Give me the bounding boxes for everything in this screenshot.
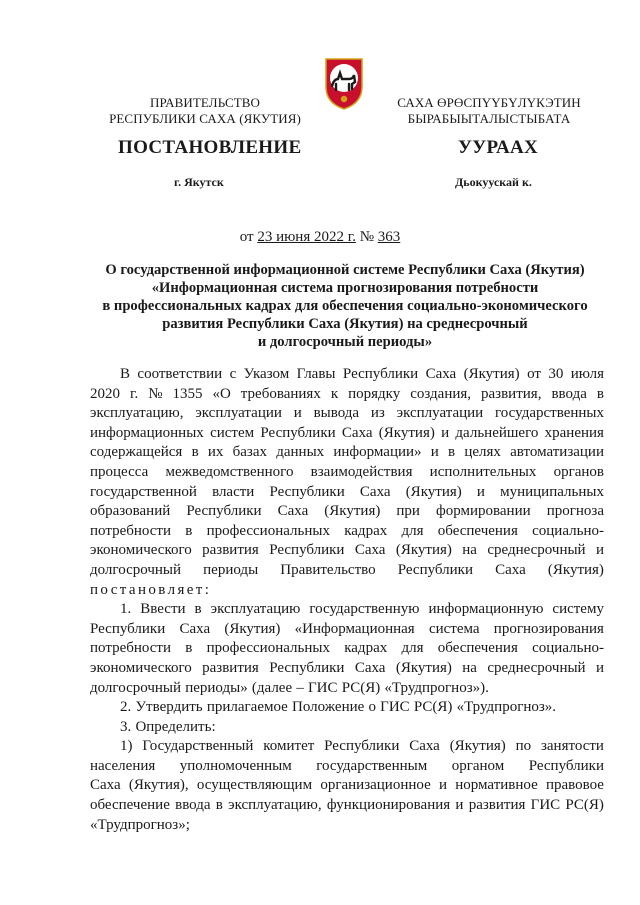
body-word: Республики: [397, 561, 473, 578]
body-word: Саха: [495, 561, 526, 578]
government-name-line: БЫРАБЫЫТАЛЫСТЫБАТА: [407, 111, 571, 126]
document-type-sakha: УУРААХ: [458, 137, 539, 158]
body-word: и: [430, 444, 439, 461]
document-number: 363: [377, 229, 401, 245]
body-word: на: [462, 659, 477, 676]
body-word: формировании: [436, 503, 531, 520]
government-name-russian: [95, 95, 315, 127]
body-word: данных: [276, 444, 325, 461]
body-word: и: [595, 659, 604, 676]
body-word: Республики: [528, 757, 604, 774]
body-word: в: [191, 444, 199, 461]
body-word: Ввести: [140, 601, 186, 618]
body-word: ввода: [551, 385, 587, 402]
coat-of-arms-emblem: [322, 57, 366, 111]
body-word: Положение: [292, 699, 365, 716]
body-word: 2020: [90, 385, 120, 402]
body-word: организационное: [320, 777, 431, 794]
body-word: РС(Я): [341, 679, 381, 696]
body-word: постановляет:: [90, 581, 212, 598]
body-word: правовое: [545, 777, 604, 794]
body-word: Государственный: [142, 738, 254, 755]
body-line: [90, 776, 604, 796]
body-word: при: [396, 503, 420, 520]
body-word: РС(Я): [413, 699, 453, 716]
body-word: 1355: [172, 385, 203, 402]
body-word: Республики: [269, 542, 345, 559]
body-line: [90, 502, 604, 522]
body-word: обеспечения: [437, 522, 518, 539]
body-word: вывода: [313, 405, 360, 422]
body-word: населения: [90, 757, 156, 774]
body-word: взаимодействия: [310, 463, 413, 480]
body-word: информационную: [428, 601, 544, 618]
title-line: О государственной информационной системе Республики Саха (Якутия): [105, 262, 585, 278]
body-word: в: [185, 522, 193, 539]
body-line: [90, 365, 604, 385]
body-word: (Якутия),: [128, 777, 189, 794]
body-word: (Якутия): [449, 738, 506, 755]
body-line: [90, 443, 604, 463]
body-word: нормативное: [455, 777, 538, 794]
body-word: эксплуатации: [396, 405, 484, 422]
body-word: ввода: [175, 797, 211, 814]
body-word: потребности: [90, 522, 171, 539]
body-word: с: [229, 366, 237, 382]
body-line: [90, 541, 604, 561]
body-word: Республики: [90, 620, 166, 637]
body-word: «Трудпрогноз»;: [90, 816, 190, 833]
body-word: Саха: [179, 620, 211, 637]
body-word: власти: [212, 483, 255, 500]
body-word: соответствии: [137, 366, 223, 382]
title-line: развития Республики Саха (Якутия) на среднесрочный: [162, 316, 528, 332]
body-word: (Якутия): [324, 503, 381, 520]
body-word: прогноза: [546, 503, 604, 520]
body-word: (Якутия): [378, 424, 435, 441]
body-word: (Якутия): [395, 659, 452, 676]
body-line: [90, 639, 604, 659]
document-body: [90, 365, 604, 835]
body-word: система: [428, 620, 480, 637]
body-word: В: [120, 366, 131, 382]
body-word: межведомственного: [165, 463, 294, 480]
body-word: Республики: [269, 483, 345, 500]
body-word: Указом: [243, 366, 290, 382]
body-word: информации»: [333, 444, 422, 461]
body-line: [90, 698, 604, 718]
government-name-sakha: [374, 95, 604, 127]
body-word: уполномоченным: [179, 757, 292, 774]
body-word: (Якутия): [224, 620, 281, 637]
body-word: их: [207, 444, 224, 461]
body-line: [90, 483, 604, 503]
body-word: систему: [552, 601, 604, 618]
body-word: органом: [451, 757, 505, 774]
document-type-russian: ПОСТАНОВЛЕНИЕ: [118, 137, 302, 158]
body-word: к: [330, 385, 339, 402]
body-word: –: [296, 679, 304, 696]
body-word: прилагаемое: [206, 699, 288, 716]
body-word: Саха: [277, 503, 309, 520]
body-word: периоды: [203, 561, 259, 578]
body-word: (далее: [251, 679, 293, 696]
body-word: июля: [570, 366, 604, 382]
body-word: Республики: [324, 738, 400, 755]
government-name-line: РЕСПУБЛИКИ САХА (ЯКУТИЯ): [109, 111, 301, 126]
body-word: эксплуатации: [195, 405, 282, 422]
body-word: и: [293, 405, 302, 422]
body-word: целях: [464, 444, 501, 461]
body-word: 2.: [120, 699, 132, 716]
body-word: в: [194, 601, 202, 618]
document-date-number: [0, 229, 640, 246]
body-word: среднесрочный: [487, 542, 586, 559]
body-word: образований: [90, 503, 171, 520]
body-word: Правительство: [280, 561, 376, 578]
government-name-line: САХА ӨРӨСПҮҮБҮЛҮКЭТИН: [397, 95, 581, 110]
date-prefix: от: [239, 229, 254, 245]
body-word: кадрах: [344, 522, 388, 539]
body-word: функционирования: [326, 797, 451, 814]
document-title: [82, 261, 608, 351]
body-word: от: [527, 366, 541, 382]
body-word: экономического: [90, 542, 192, 559]
body-word: на: [462, 542, 477, 559]
body-word: развития: [468, 797, 526, 814]
body-word: базах: [232, 444, 267, 461]
body-word: государственным: [316, 757, 428, 774]
body-word: профессиональных: [206, 522, 330, 539]
body-word: эксплуатацию,: [228, 797, 322, 814]
body-word: занятости: [540, 738, 604, 755]
body-word: государственных: [495, 405, 604, 422]
body-word: Саха: [90, 777, 121, 794]
body-word: Республики: [186, 503, 262, 520]
body-word: содержащейся: [90, 444, 183, 461]
body-word: ГИС: [380, 699, 410, 716]
body-word: «О: [212, 385, 231, 402]
body-word: обеспечение: [90, 797, 170, 814]
city-sakha: Дьокуускай к.: [455, 175, 532, 189]
body-word: потребности: [90, 640, 171, 657]
body-line: [90, 581, 604, 601]
body-word: Республики: [260, 424, 336, 441]
body-word: создания,: [410, 385, 472, 402]
body-word: эксплуатацию: [210, 601, 301, 618]
body-word: Республики: [269, 659, 345, 676]
body-word: «Трудпрогноз»).: [384, 679, 489, 696]
body-word: и: [441, 424, 450, 441]
body-word: «Информационная: [294, 620, 415, 637]
body-word: 30: [548, 366, 564, 382]
title-line: в профессиональных кадрах для обеспечения социально-экономического: [102, 298, 588, 314]
body-word: дальнейшего: [455, 424, 539, 441]
body-line: [90, 620, 604, 640]
body-word: автоматизации: [510, 444, 604, 461]
body-word: и: [476, 483, 485, 500]
body-line: [90, 659, 604, 679]
body-word: ГИС: [530, 797, 561, 814]
body-word: органов: [553, 463, 604, 480]
body-word: Саха: [359, 483, 391, 500]
body-word: муниципальных: [500, 483, 604, 500]
body-word: развития: [202, 659, 259, 676]
body-word: исполнительных: [429, 463, 537, 480]
body-word: эксплуатацию,: [90, 405, 184, 422]
body-word: государственную: [309, 601, 420, 618]
body-word: процесса: [90, 463, 149, 480]
body-line: [90, 561, 604, 581]
body-word: экономического: [90, 659, 192, 676]
body-word: и: [595, 542, 604, 559]
body-word: осуществляющим: [196, 777, 313, 794]
body-word: 1): [120, 738, 133, 755]
body-word: кадрах: [344, 640, 388, 657]
body-word: Главы: [296, 366, 336, 382]
body-word: социально-: [532, 640, 604, 657]
emblem-ornament: [341, 96, 347, 102]
body-line: [90, 757, 604, 777]
body-word: обеспечения: [437, 640, 518, 657]
body-word: информационных: [90, 424, 204, 441]
body-word: 3.: [120, 718, 132, 735]
document-date: 23 июня 2022 г.: [257, 229, 356, 245]
title-line: «Информационная система прогнозирования потребности: [151, 280, 539, 296]
body-word: прогнозирования: [493, 620, 604, 637]
body-word: развития: [202, 542, 259, 559]
body-line: [90, 718, 604, 738]
body-word: ГИС: [308, 679, 338, 696]
body-word: профессиональных: [206, 640, 330, 657]
body-line: [90, 737, 604, 757]
body-word: порядку: [348, 385, 401, 402]
body-line: [90, 404, 604, 424]
body-word: Утвердить: [135, 699, 203, 716]
body-word: в: [185, 640, 193, 657]
body-word: комитет: [263, 738, 315, 755]
body-word: социально-: [532, 522, 604, 539]
government-name-line: ПРАВИТЕЛЬСТВО: [149, 95, 261, 110]
number-label: №: [359, 229, 375, 245]
body-word: требованиях: [240, 385, 321, 402]
body-line: [90, 424, 604, 444]
body-word: РС(Я): [565, 797, 604, 814]
city-russian: г. Якутск: [174, 175, 224, 189]
body-word: (Якутия): [405, 483, 462, 500]
body-word: систем: [210, 424, 255, 441]
body-word: государственной: [90, 483, 197, 500]
body-word: Республики: [342, 366, 419, 382]
body-word: Саха: [354, 542, 386, 559]
body-word: периоды»: [185, 679, 248, 696]
body-word: 1.: [120, 601, 132, 618]
body-word: долгосрочный: [90, 561, 182, 578]
body-word: Саха: [409, 738, 440, 755]
body-line: [90, 600, 604, 620]
body-word: для: [401, 640, 424, 657]
body-word: в: [596, 385, 604, 402]
body-word: развития,: [481, 385, 542, 402]
body-word: из: [370, 405, 385, 422]
body-word: долгосрочный: [90, 679, 182, 696]
body-word: в: [448, 444, 456, 461]
body-word: в: [215, 797, 223, 814]
body-word: для: [401, 522, 424, 539]
body-word: среднесрочный: [487, 659, 586, 676]
body-word: «Трудпрогноз».: [456, 699, 557, 716]
body-word: (Якутия): [463, 366, 520, 382]
body-line: [90, 463, 604, 483]
body-word: о: [368, 699, 376, 716]
body-word: (Якутия): [547, 561, 604, 578]
body-line: [90, 816, 604, 836]
body-word: Саха: [341, 424, 373, 441]
body-word: г.: [129, 385, 139, 402]
body-word: №: [148, 385, 163, 402]
body-word: и: [438, 777, 447, 794]
title-line: и долгосрочный периоды»: [257, 334, 433, 350]
body-word: Саха: [425, 366, 457, 382]
body-word: Определить:: [135, 718, 216, 735]
body-word: хранения: [544, 424, 604, 441]
body-word: и: [455, 797, 464, 814]
body-line: [90, 796, 604, 816]
body-word: по: [515, 738, 532, 755]
body-line: [90, 679, 604, 699]
body-word: Саха: [354, 659, 386, 676]
body-word: (Якутия): [395, 542, 452, 559]
body-line: [90, 522, 604, 542]
body-line: [90, 385, 604, 405]
